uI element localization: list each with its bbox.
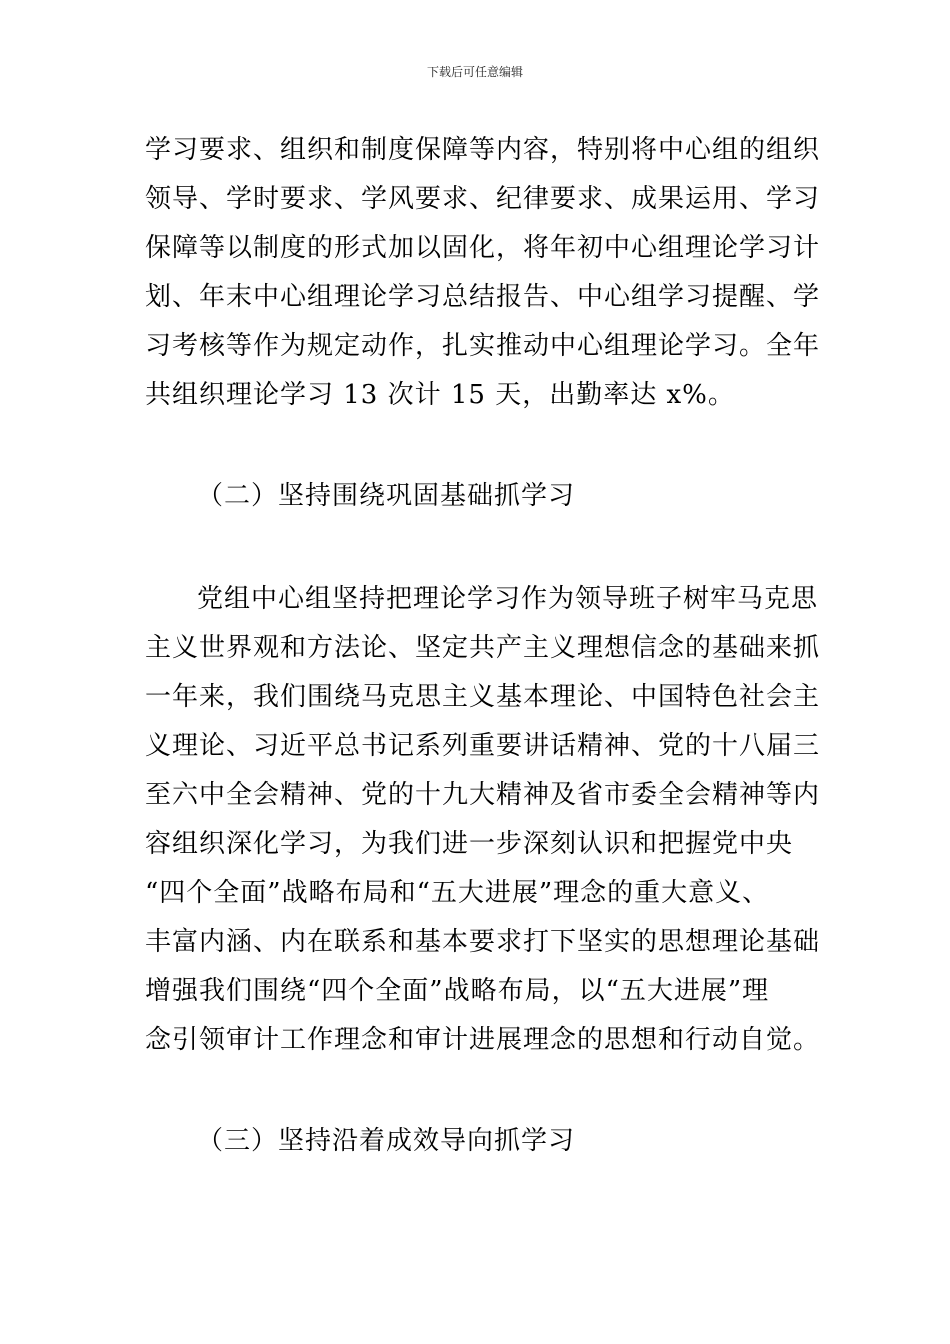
text-line: 领导、学时要求、学风要求、纪律要求、成果运用、学习 <box>145 184 821 214</box>
section-heading: （二）坚持围绕巩固基础抓学习 <box>197 481 576 511</box>
text-line: 丰富内涵、内在联系和基本要求打下坚实的思想理论基础 <box>145 927 821 957</box>
text-line: 党组中心组坚持把理论学习作为领导班子树牢马克思 <box>197 584 819 614</box>
text-line: 念引领审计工作理念和审计进展理念的思想和行动自觉。 <box>145 1025 821 1055</box>
section-heading: （三）坚持沿着成效导向抓学习 <box>197 1126 576 1156</box>
text-line: 学习要求、组织和制度保障等内容，特别将中心组的组织 <box>145 135 821 165</box>
text-line: 划、年末中心组理论学习总结报告、中心组学习提醒、学 <box>145 282 821 312</box>
text-line: 保障等以制度的形式加以固化，将年初中心组理论学习计 <box>145 233 821 263</box>
text-line: 义理论、习近平总书记系列重要讲话精神、党的十八届三 <box>145 731 821 761</box>
text-line: 容组织深化学习，为我们进一步深刻认识和把握党中央 <box>145 829 794 859</box>
text-line: 一年来，我们围绕马克思主义基本理论、中国特色社会主 <box>145 682 821 712</box>
text-line: “四个全面”战略布局和“五大进展”理念的重大意义、 <box>145 878 770 908</box>
header-note: 下载后可任意编辑 <box>426 65 523 79</box>
text-line: 至六中全会精神、党的十九大精神及省市委全会精神等内 <box>145 780 821 810</box>
text-line: 习考核等作为规定动作，扎实推动中心组理论学习。全年 <box>145 331 821 361</box>
text-line: 增强我们围绕“四个全面”战略布局，以“五大进展”理 <box>145 976 770 1006</box>
text-line: 主义世界观和方法论、坚定共产主义理想信念的基础来抓 <box>145 633 821 663</box>
text-line: 共组织理论学习 13 次计 15 天，出勤率达 x%。 <box>145 380 735 410</box>
